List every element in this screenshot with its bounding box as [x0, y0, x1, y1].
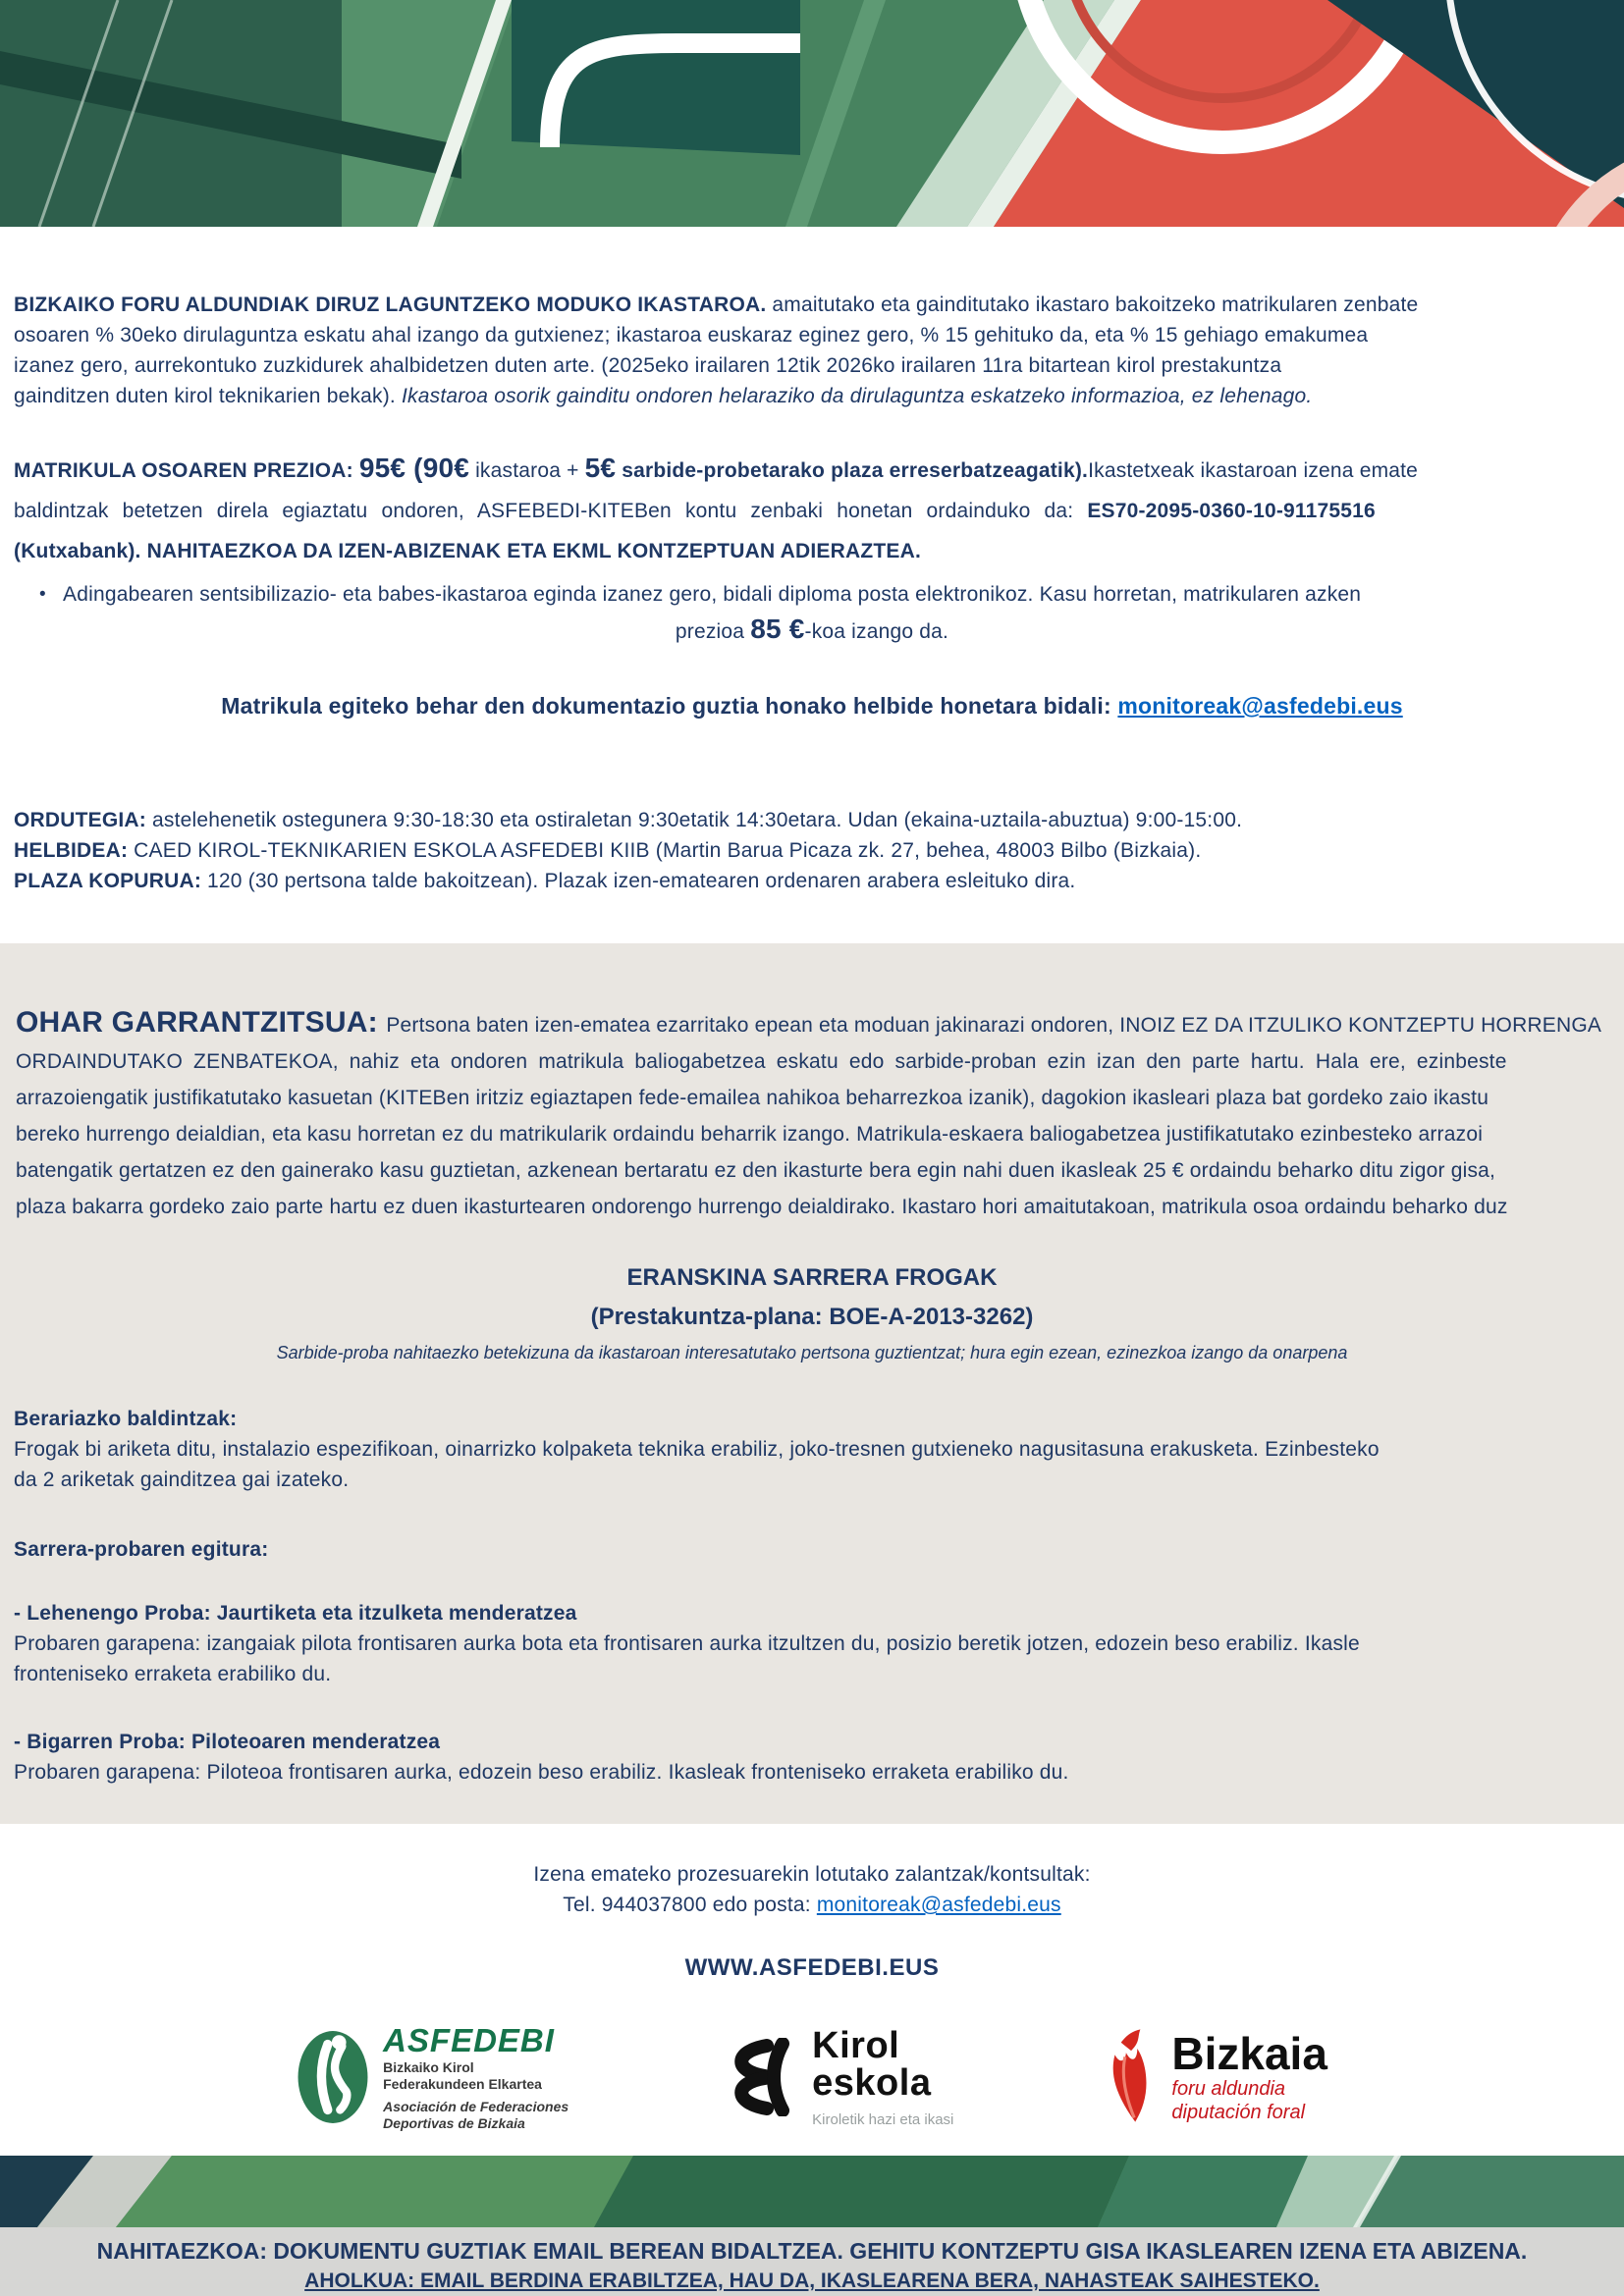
text-run: 85 €: [750, 614, 805, 644]
bizkaia-logo-sub2: diputación foral: [1171, 2102, 1306, 2123]
annex-title: ERANSKINA SARRERA FROGAK: [626, 1264, 998, 1291]
text-line: Probaren garapena: Piloteoa frontisaren aurka, edozein beso erabiliz. Ikasleak fronteniseko erraketa erabiliko du.: [14, 1761, 1069, 1784]
text-run: Adingabearen sentsibilizazio- eta babes-ikastaroa eginda izanez gero, bidali diploma posta elektronikoz. Kasu horretan, matrikularen azken: [63, 583, 1362, 606]
text-run: -koa izango da.: [804, 620, 949, 643]
text-line: Frogak bi ariketa ditu, instalazio espezifikoan, oinarrizko kolpaketa teknika erabiliz, joko-tresnen gutxieneko nagusitasuna erakusketa. Ezinbesteko: [14, 1438, 1380, 1461]
text-run: ES70-2095-0360-10-91175516: [1087, 500, 1376, 522]
text-run: osoaren % 30eko dirulaguntza eskatu ahal izango da gutxienez; ikastaroa euskaraz eginez gero, % 15 gehituko da, eta % 15 gehiago emakumea: [14, 324, 1369, 347]
text-line: [14, 491, 1624, 531]
text-line: [14, 381, 1624, 411]
kirol-eskola-logo: [716, 2024, 954, 2128]
asfedebi-logo: [297, 2022, 568, 2132]
text-run: baldintzak betetzen direla egiaztatu ondoren, ASFEBEDI-KITEBen kontu zenbaki honetan ordainduko da:: [14, 500, 1088, 522]
text-run: PLAZA KOPURUA:: [14, 870, 202, 892]
text-line: [16, 1080, 1624, 1116]
text-run: BIZKAIKO FORU ALDUNDIAK DIRUZ LAGUNTZEKO MODUKO IKASTAROA.: [14, 294, 767, 316]
conditions-body: [14, 1434, 1624, 1495]
kirol-eskola-name-line1: Kirol: [812, 2024, 900, 2066]
footer-band: [0, 2227, 1624, 2296]
text-line: [14, 805, 1624, 835]
first-test-body: [14, 1629, 1624, 1689]
website-line: WWW.ASFEDEBI.EUS: [684, 1954, 940, 1981]
text-run: bereko hurrengo deialdian, eta kasu horretan ez du matrikularik ordaindu beharrik izango. Matrikula-eskaera baliogabetzea justifikatutako ezinbesteko arrazoi: [16, 1123, 1484, 1146]
bullet-icon: •: [39, 584, 46, 605]
price-paragraph: [14, 448, 1624, 571]
footer-artwork-shapes: [0, 2156, 1624, 2227]
asfedebi-logo-es-line1: Asociación de Federaciones: [383, 2099, 569, 2114]
bizkaia-logo-sub1: foru aldundia: [1171, 2078, 1286, 2100]
first-test-section: [14, 1598, 1624, 1689]
second-test-heading: - Bigarren Proba: Piloteoaren menderatzea: [14, 1731, 441, 1753]
text-run: ORDAINDUTAKO ZENBATEKOA, nahiz eta ondoren matrikula baliogabetzea eskatu edo sarbide-proban ezin izan den parte hartu. Hala ere, ezinbeste: [16, 1050, 1507, 1073]
text-run: sarbide-probetarako plaza erreserbatzeagatik).: [616, 459, 1089, 482]
text-run: batengatik gertatzen ez den gainerako kasu guztietan, azkenean bertaratu ez den ikasturte bera egin nahi duen ikasleak 25 € ordaindu beharko ditu zigor gisa,: [16, 1159, 1496, 1182]
text-run: HELBIDEA:: [14, 839, 129, 862]
annex-note: Sarbide-proba nahitaezko betekizuna da ikastaroan interesatutako pertsona guztientzat; hura egin ezean, ezinezkoa izango da onarpena: [276, 1343, 1348, 1362]
text-run: 95€ (90€: [358, 453, 470, 483]
text-run: Tel. 944037800 edo posta:: [563, 1894, 817, 1916]
text-line: [14, 448, 1624, 491]
asfedebi-logo-es-line2: Deportivas de Bizkaia: [383, 2115, 525, 2131]
grant-paragraph: [14, 290, 1624, 411]
email-link[interactable]: monitoreak@asfedebi.eus: [816, 1894, 1061, 1916]
asfedebi-logo-eu-line1: Bizkaiko Kirol: [383, 2059, 474, 2075]
text-line: [14, 531, 1624, 571]
contact-line1: Izena emateko prozesuarekin lotutako zalantzak/kontsultak:: [533, 1863, 1091, 1886]
text-run: amaitutako eta gainditutako ikastaro bakoitzeko matrikularen zenbate: [766, 294, 1419, 316]
text-line: [16, 1116, 1624, 1152]
annex-subtitle: (Prestakuntza-plana: BOE-A-2013-3262): [590, 1304, 1034, 1330]
email-link[interactable]: monitoreak@asfedebi.eus: [1117, 693, 1403, 719]
conditions-heading: Berariazko baldintzak:: [14, 1408, 238, 1430]
kirol-eskola-name-line2: eskola: [812, 2061, 932, 2104]
send-docs-line: [0, 689, 1624, 722]
text-run: MATRIKULA OSOAREN PREZIOA:: [14, 459, 359, 482]
gray-panel: [0, 943, 1624, 1824]
important-note-paragraph: [0, 1004, 1624, 1225]
text-run: plaza bakarra gordeko zaio parte hartu ez duen ikasturtearen ondorengo hurrengo deialdirako. Ikastaro hori amaitutakoan, matrikula osoa ordaindu beharko duz: [16, 1196, 1508, 1218]
text-run: ikastaroa +: [469, 459, 585, 482]
asfedebi-logo-icon: [297, 2030, 369, 2124]
text-line: [14, 320, 1624, 350]
kirol-eskola-tagline: Kiroletik hazi eta ikasi: [812, 2110, 954, 2128]
header-artwork-shapes: [0, 0, 1624, 227]
footer-artwork: [0, 2156, 1624, 2227]
text-run: CAED KIROL-TEKNIKARIEN ESKOLA ASFEDEBI KIIB (Martin Barua Picaza zk. 27, behea, 48003 Bilbo (Bizkaia).: [128, 839, 1202, 862]
text-run: izanez gero, aurrekontuko zuzkidurek ahalbidetzen duten arte. (2025eko irailaren 12tik 2026ko irailaren 11ra bitartean kirol prestakuntza: [14, 354, 1282, 377]
first-test-heading: - Lehenengo Proba: Jaurtiketa eta itzulketa menderatzea: [14, 1602, 577, 1625]
minor-note-bullet-row: [39, 579, 1624, 610]
text-run: OHAR GARRANTZITSUA:: [16, 1006, 387, 1039]
text-line: da 2 ariketak gainditzea gai izateko.: [14, 1468, 350, 1491]
minor-note-line1: [63, 579, 1361, 610]
footer-line1: NAHITAEZKOA: DOKUMENTU GUZTIAK EMAIL BEREAN BIDALTZEA. GEHITU KONTZEPTU GISA IKASLEAREN IZENA ETA ABIZENA.: [96, 2238, 1528, 2264]
text-run: Ikastaroa osorik gainditu ondoren helaraziko da dirulaguntza eskatzeko informazioa, ez lehenago.: [402, 385, 1313, 407]
text-run: 120 (30 pertsona talde bakoitzean). Plazak izen-ematearen ordenaren arabera esleituko dira.: [201, 870, 1076, 892]
asfedebi-logo-eu-line2: Federakundeen Elkartea: [383, 2076, 542, 2092]
footer-line2: AHOLKUA: EMAIL BERDINA ERABILTZEA, HAU DA, IKASLEARENA BERA, NAHASTEAK SAIHESTEKO.: [304, 2269, 1320, 2292]
text-line: Probaren garapena: izangaiak pilota frontisaren aurka bota eta frontisaren aurka itzultzen du, posizio beretik jotzen, edozein beso erabiliz. Ikasle: [14, 1632, 1360, 1655]
bizkaia-logo: [1101, 2028, 1327, 2126]
second-test-body: [14, 1757, 1624, 1788]
text-line: [14, 835, 1624, 866]
header-artwork: [0, 0, 1624, 227]
text-run: 5€: [584, 453, 617, 483]
schedule-block: [14, 805, 1624, 896]
minor-note-line2: [0, 610, 1624, 652]
text-line: [16, 1152, 1624, 1189]
text-line: [14, 350, 1624, 381]
text-line: [16, 1004, 1624, 1043]
bizkaia-leaf-icon: [1101, 2028, 1158, 2126]
text-run: gainditzen duten kirol teknikarien bekak).: [14, 385, 402, 407]
logos-row: [0, 2012, 1624, 2142]
text-line: [14, 290, 1624, 320]
annex-section: [0, 1258, 1624, 1368]
text-run: Matrikula egiteko behar den dokumentazio guztia honako helbide honetara bidali:: [221, 693, 1118, 719]
text-line: [16, 1043, 1624, 1080]
conditions-section: [14, 1404, 1624, 1495]
text-run: prezioa: [675, 620, 751, 643]
text-run: Ikastetxeak ikastaroan izena emate: [1088, 459, 1419, 482]
text-run: (Kutxabank). NAHITAEZKOA DA IZEN-ABIZENAK ETA EKML KONTZEPTUAN ADIERAZTEA.: [14, 540, 922, 562]
contact-line2: [0, 1890, 1624, 1920]
text-run: arrazoiengatik justifikatutako kasuetan (KITEBen iritziz egiaztapen fede-emailea nahikoa beharrezkoa izanik), dagokion ikasleari plaza bat gordeko zaio ikastu: [16, 1087, 1489, 1109]
text-line: fronteniseko erraketa erabiliko du.: [14, 1663, 332, 1685]
text-run: Pertsona baten izen-ematea ezarritako epean eta moduan jakinarazi ondoren, INOIZ EZ DA ITZULIKO KONTZEPTU HORRENGA: [386, 1014, 1602, 1037]
contact-block: [0, 1859, 1624, 1920]
text-line: [16, 1189, 1624, 1225]
text-run: ORDUTEGIA:: [14, 809, 146, 831]
text-line: [14, 866, 1624, 896]
structure-heading: Sarrera-probaren egitura:: [14, 1538, 269, 1561]
kirol-eskola-icon: [716, 2038, 798, 2116]
text-run: astelehenetik ostegunera 9:30-18:30 eta ostiraletan 9:30etatik 14:30etara. Udan (ekaina-uztaila-abuztua) 9:00-15:00.: [146, 809, 1243, 831]
asfedebi-logo-name: ASFEDEBI: [383, 2022, 555, 2058]
second-test-section: [14, 1727, 1624, 1788]
bizkaia-logo-name: Bizkaia: [1171, 2028, 1327, 2079]
